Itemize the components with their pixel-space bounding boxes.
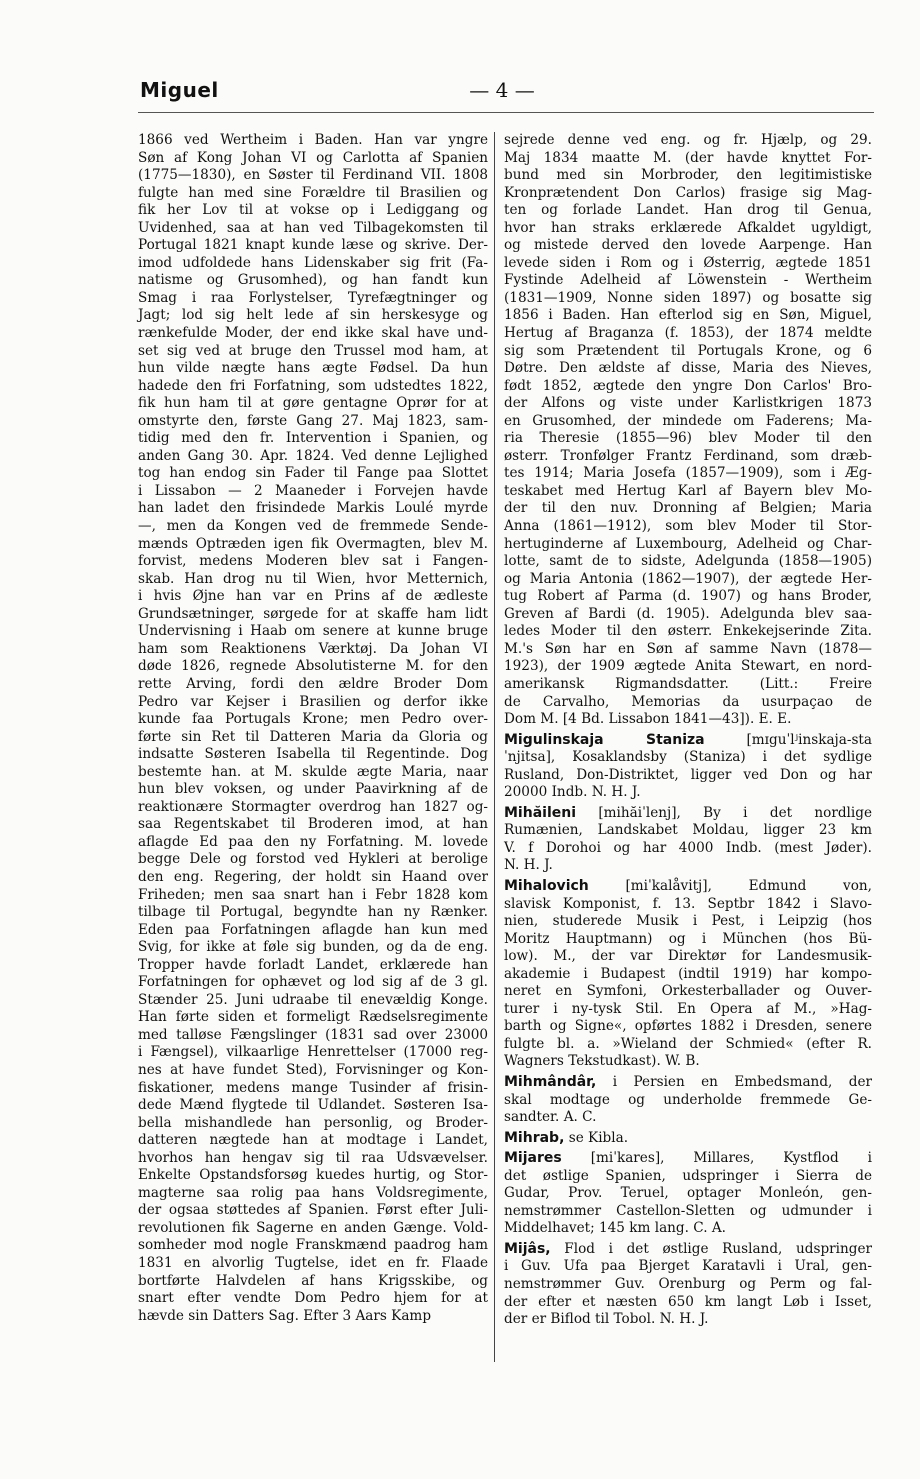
text-line: 1866 ved Wertheim i Baden. Han var yngre — [138, 132, 488, 148]
text-line: med talløse Fængslinger (1831 sad over 23000 — [138, 1026, 488, 1043]
text-line: mænds Optræden igen fik Overmagten, blev M. — [138, 535, 488, 552]
text-line: saa Regentskabet til Broderen imod, at han — [138, 816, 488, 833]
text-line — [504, 1276, 872, 1294]
entry-text: Rusland, Don-Distriktet, ligger ved Don og har — [504, 766, 872, 783]
text-line: hvor han straks erklærede Afkaldet ugyldigt, — [504, 219, 872, 236]
text-line — [504, 1001, 872, 1019]
page-number: — 4 — — [469, 78, 535, 102]
text-line: reaktionære Stormagter overdrog han 1827 og- — [138, 798, 488, 815]
entry-headword: Mihăileni — [504, 804, 577, 821]
header-rule — [138, 112, 874, 113]
text-line: Svig, for ikke at føle sig bunden, og da de eng. — [138, 939, 488, 956]
text-line: Hertug af Braganza (f. 1853), der 1874 meldte — [504, 325, 872, 342]
text-line: anden Gang 30. Apr. 1824. Ved denne Lejlighed — [138, 447, 488, 464]
text-line — [504, 1294, 872, 1312]
text-line — [504, 749, 872, 767]
text-line: Han førte siden et formeligt Rædselsregimente — [138, 1009, 488, 1026]
entry-text: 20000 Indb. N. H. J. — [504, 784, 641, 801]
entry-text: Gudar, Prov. Teruel, optager Monleón, gen- — [504, 1185, 872, 1202]
dictionary-entry — [504, 1074, 872, 1127]
text-line — [504, 857, 872, 875]
column-divider — [494, 132, 495, 1362]
entry-text: turer i ny-tysk Stil. En Opera af M., »Hag- — [504, 1000, 872, 1017]
text-line: Greven af Bardi (d. 1905). Adelgunda blev saa- — [504, 605, 872, 622]
text-line: dede Mænd flygtede til Udlandet. Søsteren Isa- — [138, 1097, 488, 1114]
entry-text: Middelhavet; 145 km lang. C. A. — [504, 1220, 726, 1237]
entry-text: Moritz Hauptmann) og i München (hos Bü- — [504, 930, 872, 947]
text-line: ham som Reaktionens Værktøj. Da Johan VI — [138, 640, 488, 657]
text-line: de Carvalho, Memorias da usurpaçao de — [504, 693, 872, 710]
entry-text: skal modtage og underholde fremmede Ge- — [504, 1091, 872, 1108]
text-line: døde 1826, regnede Absolutisterne M. for den — [138, 658, 488, 675]
entry-headword: Mihalovich — [504, 877, 589, 894]
text-line: Maj 1834 maatte M. (der havde knyttet For- — [504, 149, 872, 166]
text-line: der ogsaa støttedes af Spanien. Først efter Juli- — [138, 1202, 488, 1219]
text-line: indsatte Søsteren Isabella til Regentinde. Dog — [138, 746, 488, 763]
entry-headword: Mijâs, — [504, 1240, 551, 1257]
entry-text: Wagners Tekstudkast). W. B. — [504, 1053, 700, 1070]
text-line — [504, 732, 872, 750]
text-line: i Lissabon — 2 Maaneder i Forvejen havde — [138, 482, 488, 499]
text-line: ten og forlade Landet. Han drog til Genua, — [504, 202, 872, 219]
text-line — [504, 948, 872, 966]
text-line — [504, 1130, 872, 1148]
text-line: 1923), der 1909 ægtede Anita Stewart, en nord- — [504, 658, 872, 675]
text-line: amerikansk Rigmandsdatter. (Litt.: Freire — [504, 675, 872, 692]
text-line: hun blev voksen, og under Paavirkning af de — [138, 781, 488, 798]
text-line: bestemte han. at M. skulde ægte Maria, naar — [138, 763, 488, 780]
left-column — [138, 132, 488, 1325]
text-line: set sig ved at bruge den Trussel mod ham, at — [138, 342, 488, 359]
text-line: fiskationer, medens mange Tusinder af frisin- — [138, 1079, 488, 1096]
text-line: Søn af Kong Johan VI og Carlotta af Spanien — [138, 149, 488, 166]
text-line — [504, 1074, 872, 1092]
text-line: Jagt; lod sig helt lede af sin herskesyge og — [138, 307, 488, 324]
text-line: ria Theresie (1855—96) blev Moder til den — [504, 430, 872, 447]
text-line: Friheden; men saa snart han i Febr 1828 kom — [138, 886, 488, 903]
text-line — [504, 1150, 872, 1168]
entry-text: [mɪguˈlʲinskaja-sta — [704, 731, 873, 748]
dictionary-entry — [504, 1150, 872, 1238]
entry-text: nemstrømmer Castellon-Sletten og udmunder i — [504, 1202, 872, 1219]
text-line: M.'s Søn har en Søn af samme Navn (1878— — [504, 640, 872, 657]
text-line: fik her Lov til at vokse op i Lediggang og — [138, 202, 488, 219]
text-line: østerr. Tronfølger Frantz Ferdinand, som dræb- — [504, 447, 872, 464]
text-line — [504, 1018, 872, 1036]
entry-text: Rumænien, Landskabet Moldau, ligger 23 km — [504, 822, 872, 839]
right-column — [504, 132, 872, 1329]
dictionary-entry — [504, 732, 872, 802]
text-line: Stænder 25. Juni udraabe til enevældig Konge. — [138, 991, 488, 1008]
text-line — [504, 1311, 872, 1329]
text-line: Portugal 1821 knapt kunde læse og skrive. Der- — [138, 237, 488, 254]
text-line: hun vilde nægte hans ægte Fødsel. Da hun — [138, 360, 488, 377]
text-line — [504, 1092, 872, 1110]
text-line — [504, 767, 872, 785]
text-line: hertuginderne af Luxembourg, Adelheid og Char- — [504, 535, 872, 552]
entry-headword: Migulinskaja Staniza — [504, 731, 705, 748]
text-line — [504, 983, 872, 1001]
text-line: bella mishandlede han personlig, og Broder- — [138, 1114, 488, 1131]
text-line: teskabet med Hertug Karl af Bayern blev Mo- — [504, 482, 872, 499]
text-line — [504, 1036, 872, 1054]
text-line: Forfatningen for ophævet og lod sig af de 3 gl. — [138, 974, 488, 991]
text-line — [504, 913, 872, 931]
text-line: datteren nægtede han at modtage i Landet, — [138, 1132, 488, 1149]
text-line: fik hun ham til at gøre gentagne Oprør for at — [138, 395, 488, 412]
entry-headword: Mijares — [504, 1150, 562, 1167]
entry-text: Flod i det østlige Rusland, udspringer — [550, 1240, 872, 1257]
dictionary-entry — [504, 1241, 872, 1329]
dictionary-entry — [504, 1130, 872, 1148]
entry-text: der er Biflod til Tobol. N. H. J. — [504, 1311, 709, 1328]
entry-text: fulgte bl. a. »Wieland der Schmied« (efter R. — [504, 1035, 872, 1052]
text-line: fulgte han med sine Forældre til Brasilien og — [138, 184, 488, 201]
entry-text: slavisk Komponist, f. 13. Septbr 1842 i Slavo- — [504, 895, 872, 912]
text-line: Tropper havde forladt Landet, erklærede han — [138, 956, 488, 973]
dictionary-entry — [504, 805, 872, 875]
text-line — [504, 1053, 872, 1071]
text-line: Enkelte Opstandsforsøg kuedes hurtig, og Stor- — [138, 1167, 488, 1184]
entry-text: det østlige Spanien, udspringer i Sierra de — [504, 1167, 872, 1184]
entry-text: der efter et næsten 650 km langt Løb i Isset, — [504, 1293, 872, 1310]
text-line: kunde faa Portugals Krone; men Pedro over- — [138, 711, 488, 728]
text-line — [504, 878, 872, 896]
text-line: der til den nuv. Dronning af Belgien; Maria — [504, 500, 872, 517]
text-line: 1856 i Baden. Han efterlod sig en Søn, Miguel, — [504, 307, 872, 324]
text-line: imod udfoldede hans Lidenskaber sig frit (Fa- — [138, 254, 488, 271]
text-line: og mistede derved den lovede Aarpenge. Han — [504, 237, 872, 254]
text-line: tes 1914; Maria Josefa (1857—1909), som i Æg- — [504, 465, 872, 482]
text-line — [504, 805, 872, 823]
text-line: i hvis Øjne han var en Prins af de ædleste — [138, 588, 488, 605]
entry-text: sandter. A. C. — [504, 1109, 597, 1126]
text-line — [504, 1168, 872, 1186]
entry-text: low). M., der var Direktør for Landesmusik- — [504, 948, 872, 965]
text-line: tilbage til Portugal, begyndte han ny Rænker. — [138, 904, 488, 921]
text-line: hævde sin Datters Sag. Efter 3 Aars Kamp — [138, 1307, 432, 1324]
text-line: sejrede denne ved eng. og fr. Hjælp, og 29. — [504, 132, 872, 148]
text-line: revolutionen fik Sagerne en anden Gænge. Vold- — [138, 1219, 488, 1236]
entry-text: barth og Signe«, opførtes 1882 i Dresden, senere — [504, 1018, 872, 1035]
text-line: og Maria Antonia (1862—1907), der ægtede Her- — [504, 570, 872, 587]
text-line: tog han endog sin Fader til Fange paa Slottet — [138, 465, 488, 482]
text-line: —, men da Kongen ved de fremmede Sende- — [138, 518, 488, 535]
entry-text: [miˈkalåvitj], Edmund von, — [588, 877, 872, 894]
running-head — [112, 78, 874, 108]
entry-text: nemstrømmer Guv. Orenburg og Perm og fal- — [504, 1276, 872, 1292]
text-line: født 1852, ægtede den yngre Don Carlos' Bro- — [504, 377, 872, 394]
text-line: forvist, medens Moderen blev sat i Fangen- — [138, 553, 488, 570]
text-line: bund med sin Morbroder, den legitimistiske — [504, 167, 872, 184]
text-line: tidig med den fr. Intervention i Spanien, og — [138, 430, 488, 447]
entry-text: V. f Dorohoi og har 4000 Indb. (mest Jøder). — [504, 839, 872, 856]
text-line — [504, 1203, 872, 1221]
text-line: Pedro var Kejser i Brasilien og derfor ikke — [138, 693, 488, 710]
text-line: Grundsætninger, sørgede for at skaffe ham lidt — [138, 605, 488, 622]
text-line: rænkefulde Moder, der end ikke skal have und- — [138, 325, 488, 342]
text-line: aflagde Ed paa den ny Forfatning. M. lovede — [138, 833, 488, 850]
text-line: Fystinde Adelheid af Löwenstein - Wertheim — [504, 272, 872, 289]
entry-text: neret en Symfoni, Orkesterballader og Ouver- — [504, 983, 872, 1000]
text-line: Undervisning i Haab om senere at kunne bruge — [138, 623, 488, 640]
text-line: levede siden i Rom og i Østerrig, ægtede 1851 — [504, 254, 872, 271]
text-line: der Alfons og viste under Karlistkrigen 1873 — [504, 395, 872, 412]
text-line: snart efter vendte Dom Pedro hjem for at — [138, 1290, 488, 1307]
entry-text: i Persien en Embedsmand, der — [596, 1073, 872, 1090]
text-line: den eng. Regering, der holdt sin Haand over — [138, 868, 488, 885]
text-line: skab. Han drog nu til Wien, hvor Metternich, — [138, 570, 488, 587]
text-line: Eden paa Forfatningen aflagde han kun med — [138, 921, 488, 938]
text-line — [504, 966, 872, 984]
text-line: førte sin Ret til Datteren Maria da Gloria og — [138, 728, 488, 745]
text-line: Uvidenhed, saa at han ved Tilbagekomsten til — [138, 219, 488, 236]
text-line: natisme og Grusomhed), og han fandt kun — [138, 272, 488, 289]
text-line: Døtre. Den ældste af disse, Maria des Nieves, — [504, 360, 872, 377]
text-line — [504, 1258, 872, 1276]
entry-text: [mihăiˈlenj], By i det nordlige — [576, 804, 872, 821]
text-line: Dom M. [4 Bd. Lissabon 1841—43]). E. E. — [504, 711, 792, 728]
text-line — [504, 1109, 872, 1127]
entry-text: akademie i Budapest (indtil 1919) har kompo- — [504, 965, 872, 982]
text-line: ledes Moder til den østerr. Enkekejserinde Zita. — [504, 623, 872, 640]
text-line — [504, 784, 872, 802]
text-line: 1831 en alvorlig Tugtelse, idet en fr. Flaade — [138, 1255, 488, 1271]
text-line — [504, 1220, 872, 1238]
text-line: en Grusomhed, der mindede om Faderens; Ma- — [504, 412, 872, 429]
entry-headword: Mihmândâr, — [504, 1073, 597, 1090]
text-line: omstyrte den, første Gang 27. Maj 1823, sam- — [138, 412, 488, 429]
text-line: sig som Prætendent til Portugals Krone, og 6 — [504, 342, 872, 359]
dictionary-entry — [504, 878, 872, 1071]
text-line — [504, 931, 872, 949]
text-line: nes at have fundet Sted), Forvisninger og Kon- — [138, 1061, 488, 1078]
entry-text: ˈnjitsa], Kosaklandsby (Staniza) i det sydlige — [504, 749, 872, 766]
text-line — [504, 896, 872, 914]
entry-text: N. H. J. — [504, 857, 553, 874]
text-line: han ladet den frisindede Markis Loulé myrde — [138, 500, 488, 517]
text-line: somheder mod nogle Franskmænd paadrog ham — [138, 1237, 488, 1254]
text-line: (1831—1909, Nonne siden 1897) og bosatte sig — [504, 289, 872, 306]
text-line: magterne saa rolig paa hans Voldsregimente, — [138, 1184, 488, 1201]
text-line: i Fængsel), vilkaarlige Henrettelser (17000 reg- — [138, 1044, 488, 1061]
running-head-word: Miguel — [140, 78, 219, 102]
entry-text: nien, studerede Musik i Pest, i Leipzig (hos — [504, 913, 872, 930]
text-line: tug Robert af Parma (d. 1907) og hans Broder, — [504, 588, 872, 605]
text-line — [504, 1241, 872, 1259]
text-line: rette Arving, fordi den ældre Broder Dom — [138, 675, 488, 692]
text-line — [504, 822, 872, 840]
text-line: bortførte Halvdelen af hans Krigsskibe, og — [138, 1272, 488, 1289]
text-line: Kronprætendent Don Carlos) frasige sig Mag- — [504, 184, 872, 201]
entry-text: se Kibla. — [564, 1129, 629, 1146]
entry-text: i Guv. Ufa paa Bjerget Karatavli i Ural, gen- — [504, 1258, 872, 1275]
text-line: Anna (1861—1912), som blev Moder til Stor- — [504, 518, 872, 535]
entry-text: [miˈkares], Millares, Kystflod i — [561, 1150, 872, 1167]
text-line: Smag i raa Forlystelser, Tyrefægtninger og — [138, 289, 488, 306]
text-line — [504, 840, 872, 858]
text-line: lotte, samt de to sidste, Adelgunda (1858—1905) — [504, 553, 872, 570]
text-line: (1775—1830), en Søster til Ferdinand VII. 1808 — [138, 167, 488, 184]
entry-headword: Mihrab, — [504, 1129, 565, 1146]
text-line: hvorhos han hengav sig til raa Udsvævelser. — [138, 1149, 488, 1166]
text-line — [504, 1185, 872, 1203]
text-line: hadede den fri Forfatning, som udstedtes 1822, — [138, 377, 488, 394]
text-line: begge Dele og forstod ved Hykleri at berolige — [138, 851, 488, 868]
